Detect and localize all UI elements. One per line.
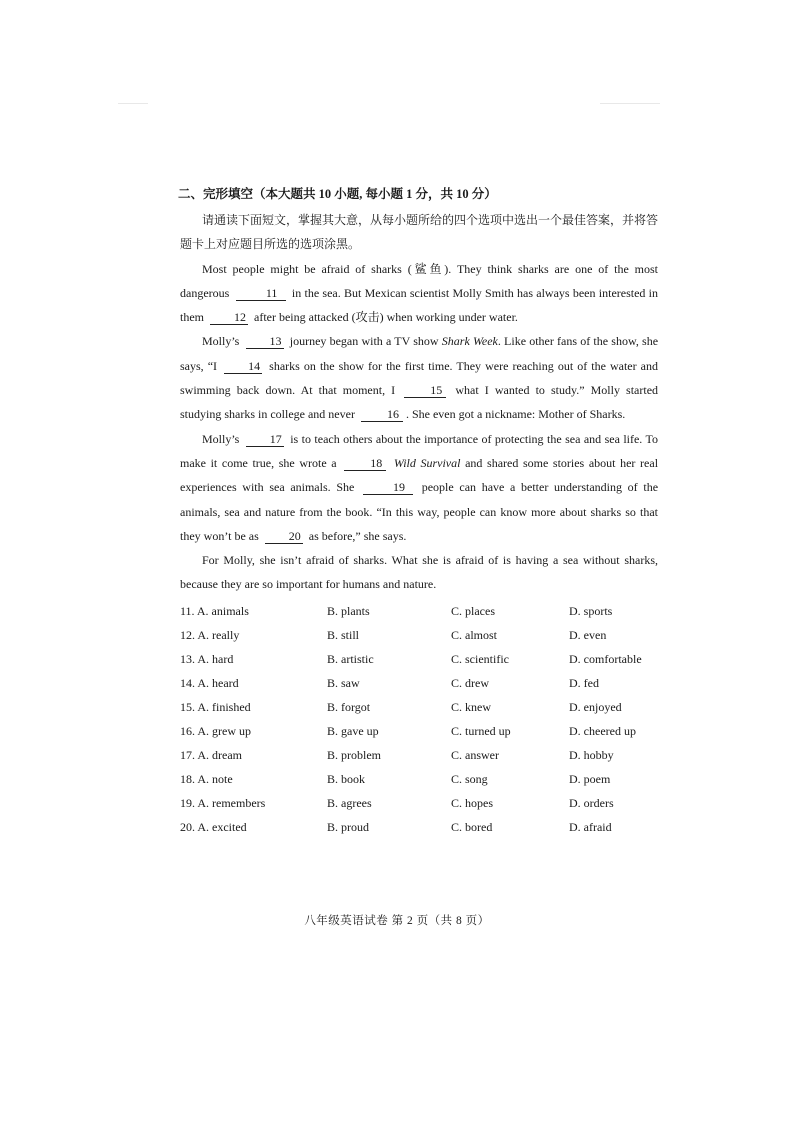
option-a: 18. A. note — [180, 771, 233, 786]
option-b: B. problem — [327, 747, 381, 762]
book-title: Wild Survival — [393, 455, 461, 470]
question-13-options — [180, 647, 658, 671]
question-11-options — [180, 599, 658, 623]
question-14-options — [180, 671, 658, 695]
option-c: C. hopes — [451, 795, 493, 810]
option-c: C. bored — [451, 819, 493, 834]
passage-text: Molly’s — [202, 334, 240, 349]
passage-text: journey began with a TV show — [289, 334, 439, 349]
question-20-options — [180, 815, 658, 839]
option-d: D. orders — [569, 795, 614, 810]
blank-15: 15 — [404, 383, 446, 398]
passage-text: as before,” she says. — [308, 528, 407, 543]
passage-text: is to teach others about the importance of protecting the sea and sea life. To make it come true, she wrote a — [180, 431, 659, 470]
option-a: 20. A. excited — [180, 819, 247, 834]
option-c: C. drew — [451, 675, 489, 690]
blank-16: 16 — [361, 407, 403, 422]
option-a: 13. A. hard — [180, 651, 234, 666]
option-b: B. artistic — [327, 651, 374, 666]
answer-options — [180, 599, 658, 839]
option-b: B. book — [327, 771, 366, 786]
scan-edge-mark — [118, 103, 148, 104]
option-b: B. saw — [327, 675, 360, 690]
question-16-options — [180, 719, 658, 743]
blank-11: 11 — [236, 286, 286, 301]
blank-13: 13 — [246, 334, 284, 349]
option-b: B. agrees — [327, 795, 372, 810]
option-a: 16. A. grew up — [180, 723, 251, 738]
question-17-options — [180, 743, 658, 767]
option-b: B. gave up — [327, 723, 379, 738]
option-b: B. plants — [327, 603, 370, 618]
passage-text: Molly’s — [202, 431, 240, 446]
option-a: 17. A. dream — [180, 747, 242, 762]
instructions: 请通读下面短文，掌握其大意，从每小题所给的四个选项中选出一个最佳答案，并将答题卡上对应题目所选的选项涂黑。 — [180, 213, 659, 252]
exam-page — [180, 186, 658, 839]
passage-text: . Like other fans of the show, she says, “I — [180, 334, 659, 373]
show-title: Shark Week — [441, 334, 498, 349]
option-b: B. still — [327, 627, 360, 642]
passage-text: what I wanted to study.” Molly started studying sharks in college and never — [180, 383, 659, 422]
passage-text: and shared some stories about her real experiences with sea animals. She — [180, 455, 659, 495]
passage-text: after being attacked (攻击) when working under water. — [254, 310, 518, 325]
option-a: 14. A. heard — [180, 675, 239, 690]
option-c: C. song — [451, 771, 488, 786]
section-title: 二、完形填空（本大题共 10 小题, 每小题 1 分，共 10 分） — [178, 187, 497, 201]
option-d: D. enjoyed — [569, 699, 622, 714]
passage-paragraph-1 — [180, 257, 658, 330]
blank-18: 18 — [344, 456, 386, 471]
option-c: C. answer — [451, 747, 499, 762]
blank-14: 14 — [224, 359, 262, 374]
option-a: 19. A. remembers — [180, 795, 266, 810]
passage-text: people can have a better understanding of the animals, sea and nature from the book. “In this way, people can know more about sharks so that they won’t be as — [180, 480, 659, 543]
question-15-options — [180, 695, 658, 719]
passage-text: . She even got a nickname: Mother of Sharks. — [405, 407, 626, 422]
blank-17: 17 — [246, 432, 284, 447]
question-18-options — [180, 767, 658, 791]
blank-12: 12 — [210, 310, 248, 325]
option-d: D. even — [569, 627, 607, 642]
question-19-options — [180, 791, 658, 815]
option-d: D. hobby — [569, 747, 614, 762]
option-b: B. forgot — [327, 699, 371, 714]
option-d: D. poem — [569, 771, 611, 786]
option-b: B. proud — [327, 819, 369, 834]
option-d: D. fed — [569, 675, 599, 690]
scan-edge-mark — [600, 103, 660, 104]
option-c: C. almost — [451, 627, 498, 642]
option-c: C. turned up — [451, 723, 511, 738]
passage-paragraph-2 — [180, 329, 658, 426]
passage-text: in the sea. But Mexican scientist Molly Smith has always been interested in them — [180, 285, 659, 325]
question-12-options — [180, 623, 658, 647]
blank-19: 19 — [363, 480, 413, 495]
option-a: 15. A. finished — [180, 699, 251, 714]
option-a: 12. A. really — [180, 627, 240, 642]
passage-paragraph-4: For Molly, she isn’t afraid of sharks. What she is afraid of is having a sea without sharks, because they are so important for humans and nature. — [180, 553, 658, 592]
option-c: C. knew — [451, 699, 491, 714]
passage-text: sharks on the show for the first time. They were reaching out of the water and swimming back down. At that moment, I — [180, 358, 659, 398]
option-a: 11. A. animals — [180, 603, 249, 618]
option-d: D. sports — [569, 603, 613, 618]
option-d: D. cheered up — [569, 723, 636, 738]
option-c: C. places — [451, 603, 495, 618]
passage-paragraph-3 — [180, 427, 658, 548]
passage-text: Most people might be afraid of sharks (鲨鱼). They think sharks are one of the most dangerous — [180, 261, 658, 300]
option-d: D. comfortable — [569, 651, 642, 666]
blank-20: 20 — [265, 529, 303, 544]
option-c: C. scientific — [451, 651, 509, 666]
page-footer: 八年级英语试卷 第 2 页（共 8 页） — [304, 915, 490, 927]
option-d: D. afraid — [569, 819, 612, 834]
